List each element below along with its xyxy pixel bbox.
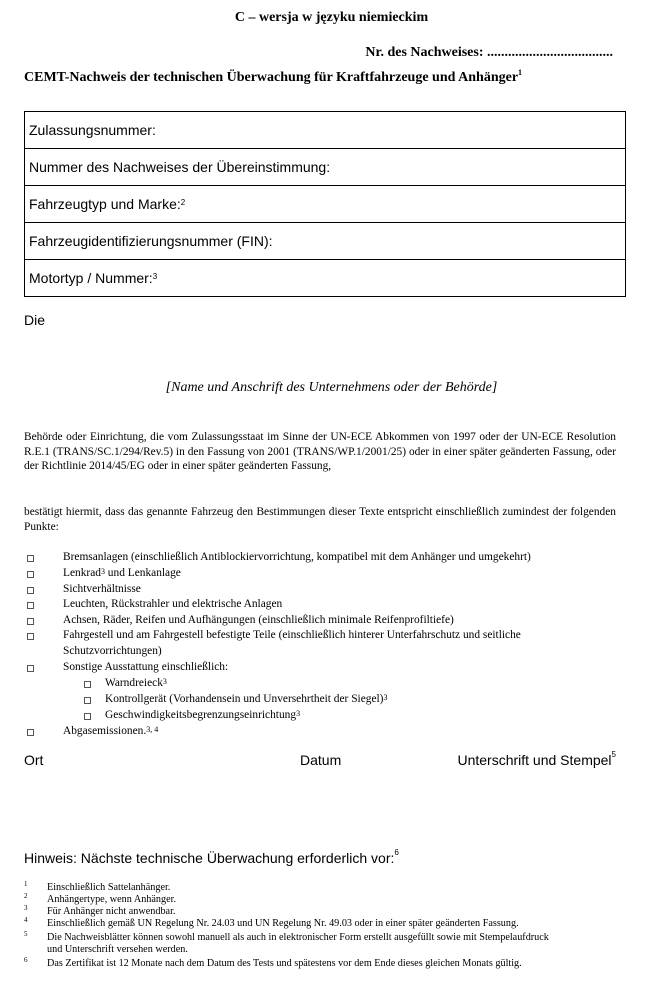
checkbox-icon[interactable]: [84, 713, 91, 720]
checklist-label: Sichtverhältnisse: [63, 583, 141, 595]
checklist-label: Leuchten, Rückstrahler und elektrische Anlagen: [63, 598, 283, 610]
title-footnote-ref: 1: [518, 68, 523, 77]
footnote-ref: 3: [100, 567, 105, 576]
company-placeholder: [Name und Anschrift des Unternehmens oder der Behörde]: [165, 380, 498, 395]
checklist-label: Fahrgestell und am Fahrgestell befestigte Teile (einschließlich hinterer Unterfahrschutz und seitliche: [63, 629, 521, 641]
form-row-registration[interactable]: [25, 112, 625, 149]
form-row-label: Motortyp / Nummer:: [29, 270, 153, 286]
vehicle-data-form: [24, 111, 626, 297]
footnote-number: 3: [24, 904, 28, 912]
page-title: [24, 70, 522, 86]
footnote-text: Anhängertype, wenn Anhänger.: [47, 894, 177, 905]
date-label: Datum: [300, 752, 342, 768]
checkbox-icon[interactable]: [27, 555, 34, 562]
footnote-number: 6: [24, 956, 28, 964]
checkbox-icon[interactable]: [27, 602, 34, 609]
checklist-label: Geschwindigkeitsbegrenzungseinrichtung$^3$: [105, 709, 301, 721]
checklist-label: Kontrollgerät (Vorhandensein und Unversehrtheit der Siegel)$^3$: [105, 693, 388, 705]
next-inspection-hint: Hinweis: Nächste technische Überwachung erforderlich vor:$^6$: [24, 848, 399, 866]
confirmation-paragraph: bestätigt hiermit, dass das genannte Fahrzeug den Bestimmungen dieser Texte entspricht einschließlich zumindest der folgenden Punkte:: [24, 506, 616, 533]
footnote-text: Die Nachweisblätter können sowohl manuell als auch in elektronischer Form erstellt ausgefüllt sowie mit Stempelaufdruck: [47, 932, 549, 943]
footnote-text-continued: und Unterschrift versehen werden.: [47, 944, 188, 955]
footnote-text: Einschließlich Sattelanhänger.: [47, 882, 171, 893]
checklist-label: Warndreieck$^3$: [105, 677, 167, 689]
form-row-vehicle-type[interactable]: [25, 186, 625, 223]
checkbox-icon[interactable]: [27, 587, 34, 594]
place-label: Ort: [24, 752, 44, 768]
form-row-engine[interactable]: [25, 260, 625, 296]
checklist-label: Lenkrad$^3$ und Lenkanlage: [63, 567, 181, 579]
footnote-ref: 3: [296, 709, 301, 718]
footnote-number: 1: [24, 880, 28, 888]
form-row-label: Zulassungsnummer:: [29, 122, 156, 138]
footnote-ref: 6: [394, 848, 399, 857]
checkbox-icon[interactable]: [27, 633, 34, 640]
footnote-number: 4: [24, 916, 28, 924]
footnote-text: Einschließlich gemäß UN Regelung Nr. 24.03 und UN Regelung Nr. 49.03 oder in einer später geänderten Fassung.: [47, 918, 519, 929]
checklist-label: Achsen, Räder, Reifen und Aufhängungen (einschließlich minimale Reifenprofiltiefe): [63, 614, 454, 626]
footnote-ref: 5: [611, 750, 616, 759]
form-row-vin[interactable]: [25, 223, 625, 260]
authority-paragraph: Behörde oder Einrichtung, die vom Zulassungsstaat im Sinne der UN-ECE Abkommen von 1997 oder der UN-ECE Resolution R.E.1 (TRANS/SC.1/294/Rev.5) in den Fassung von 2001 (TRANS/WP.1/2001/25) oder in einer später geänderten Fassung, oder der Richtlinie 2014/45/EG oder in einer später geänderten Fassung,: [24, 431, 616, 473]
checkbox-icon[interactable]: [27, 729, 34, 736]
certificate-number-label: Nr. des Nachweises: ....................................: [365, 45, 613, 60]
footnote-ref: 3: [383, 693, 388, 702]
footnote-ref: 3: [162, 677, 167, 686]
footnote-text: Das Zertifikat ist 12 Monate nach dem Datum des Tests und spätestens vor dem Ende dieses gleichen Monats gültig.: [47, 958, 522, 969]
checklist-label: Bremsanlagen (einschließlich Antiblockiervorrichtung, kompatibel mit dem Anhänger und umgekehrt): [63, 551, 531, 563]
form-row-conformity-number[interactable]: [25, 149, 625, 186]
checklist-label: Abgasemissionen.$^{3, 4}$: [63, 725, 159, 737]
document-heading: C – wersja w języku niemieckim: [234, 10, 429, 25]
signature-stamp-label: Unterschrift und Stempel$^5$: [457, 750, 616, 768]
footnote-text: Für Anhänger nicht anwendbar.: [47, 906, 176, 917]
checkbox-icon[interactable]: [84, 681, 91, 688]
checkbox-icon[interactable]: [27, 618, 34, 625]
checkbox-icon[interactable]: [27, 571, 34, 578]
checklist-label: Sonstige Ausstattung einschließlich:: [63, 661, 229, 673]
checklist-label-continued: Schutzvorrichtungen): [63, 645, 162, 657]
die-label: Die: [24, 312, 46, 328]
footnote-number: 2: [24, 892, 28, 900]
checkbox-icon[interactable]: [84, 697, 91, 704]
footnote-ref: 3, 4: [146, 725, 159, 734]
footnote-ref: 2: [180, 198, 186, 207]
footnote-number: 5: [24, 930, 28, 938]
title-text: CEMT-Nachweis der technischen Überwachung für Kraftfahrzeuge und Anhänger: [24, 70, 519, 85]
form-row-label: Fahrzeugidentifizierungsnummer (FIN):: [29, 233, 273, 249]
form-row-label: Nummer des Nachweises der Übereinstimmung:: [29, 159, 331, 175]
form-row-label: Fahrzeugtyp und Marke:: [29, 196, 181, 212]
footnote-ref: 3: [152, 272, 158, 281]
checkbox-icon[interactable]: [27, 665, 34, 672]
